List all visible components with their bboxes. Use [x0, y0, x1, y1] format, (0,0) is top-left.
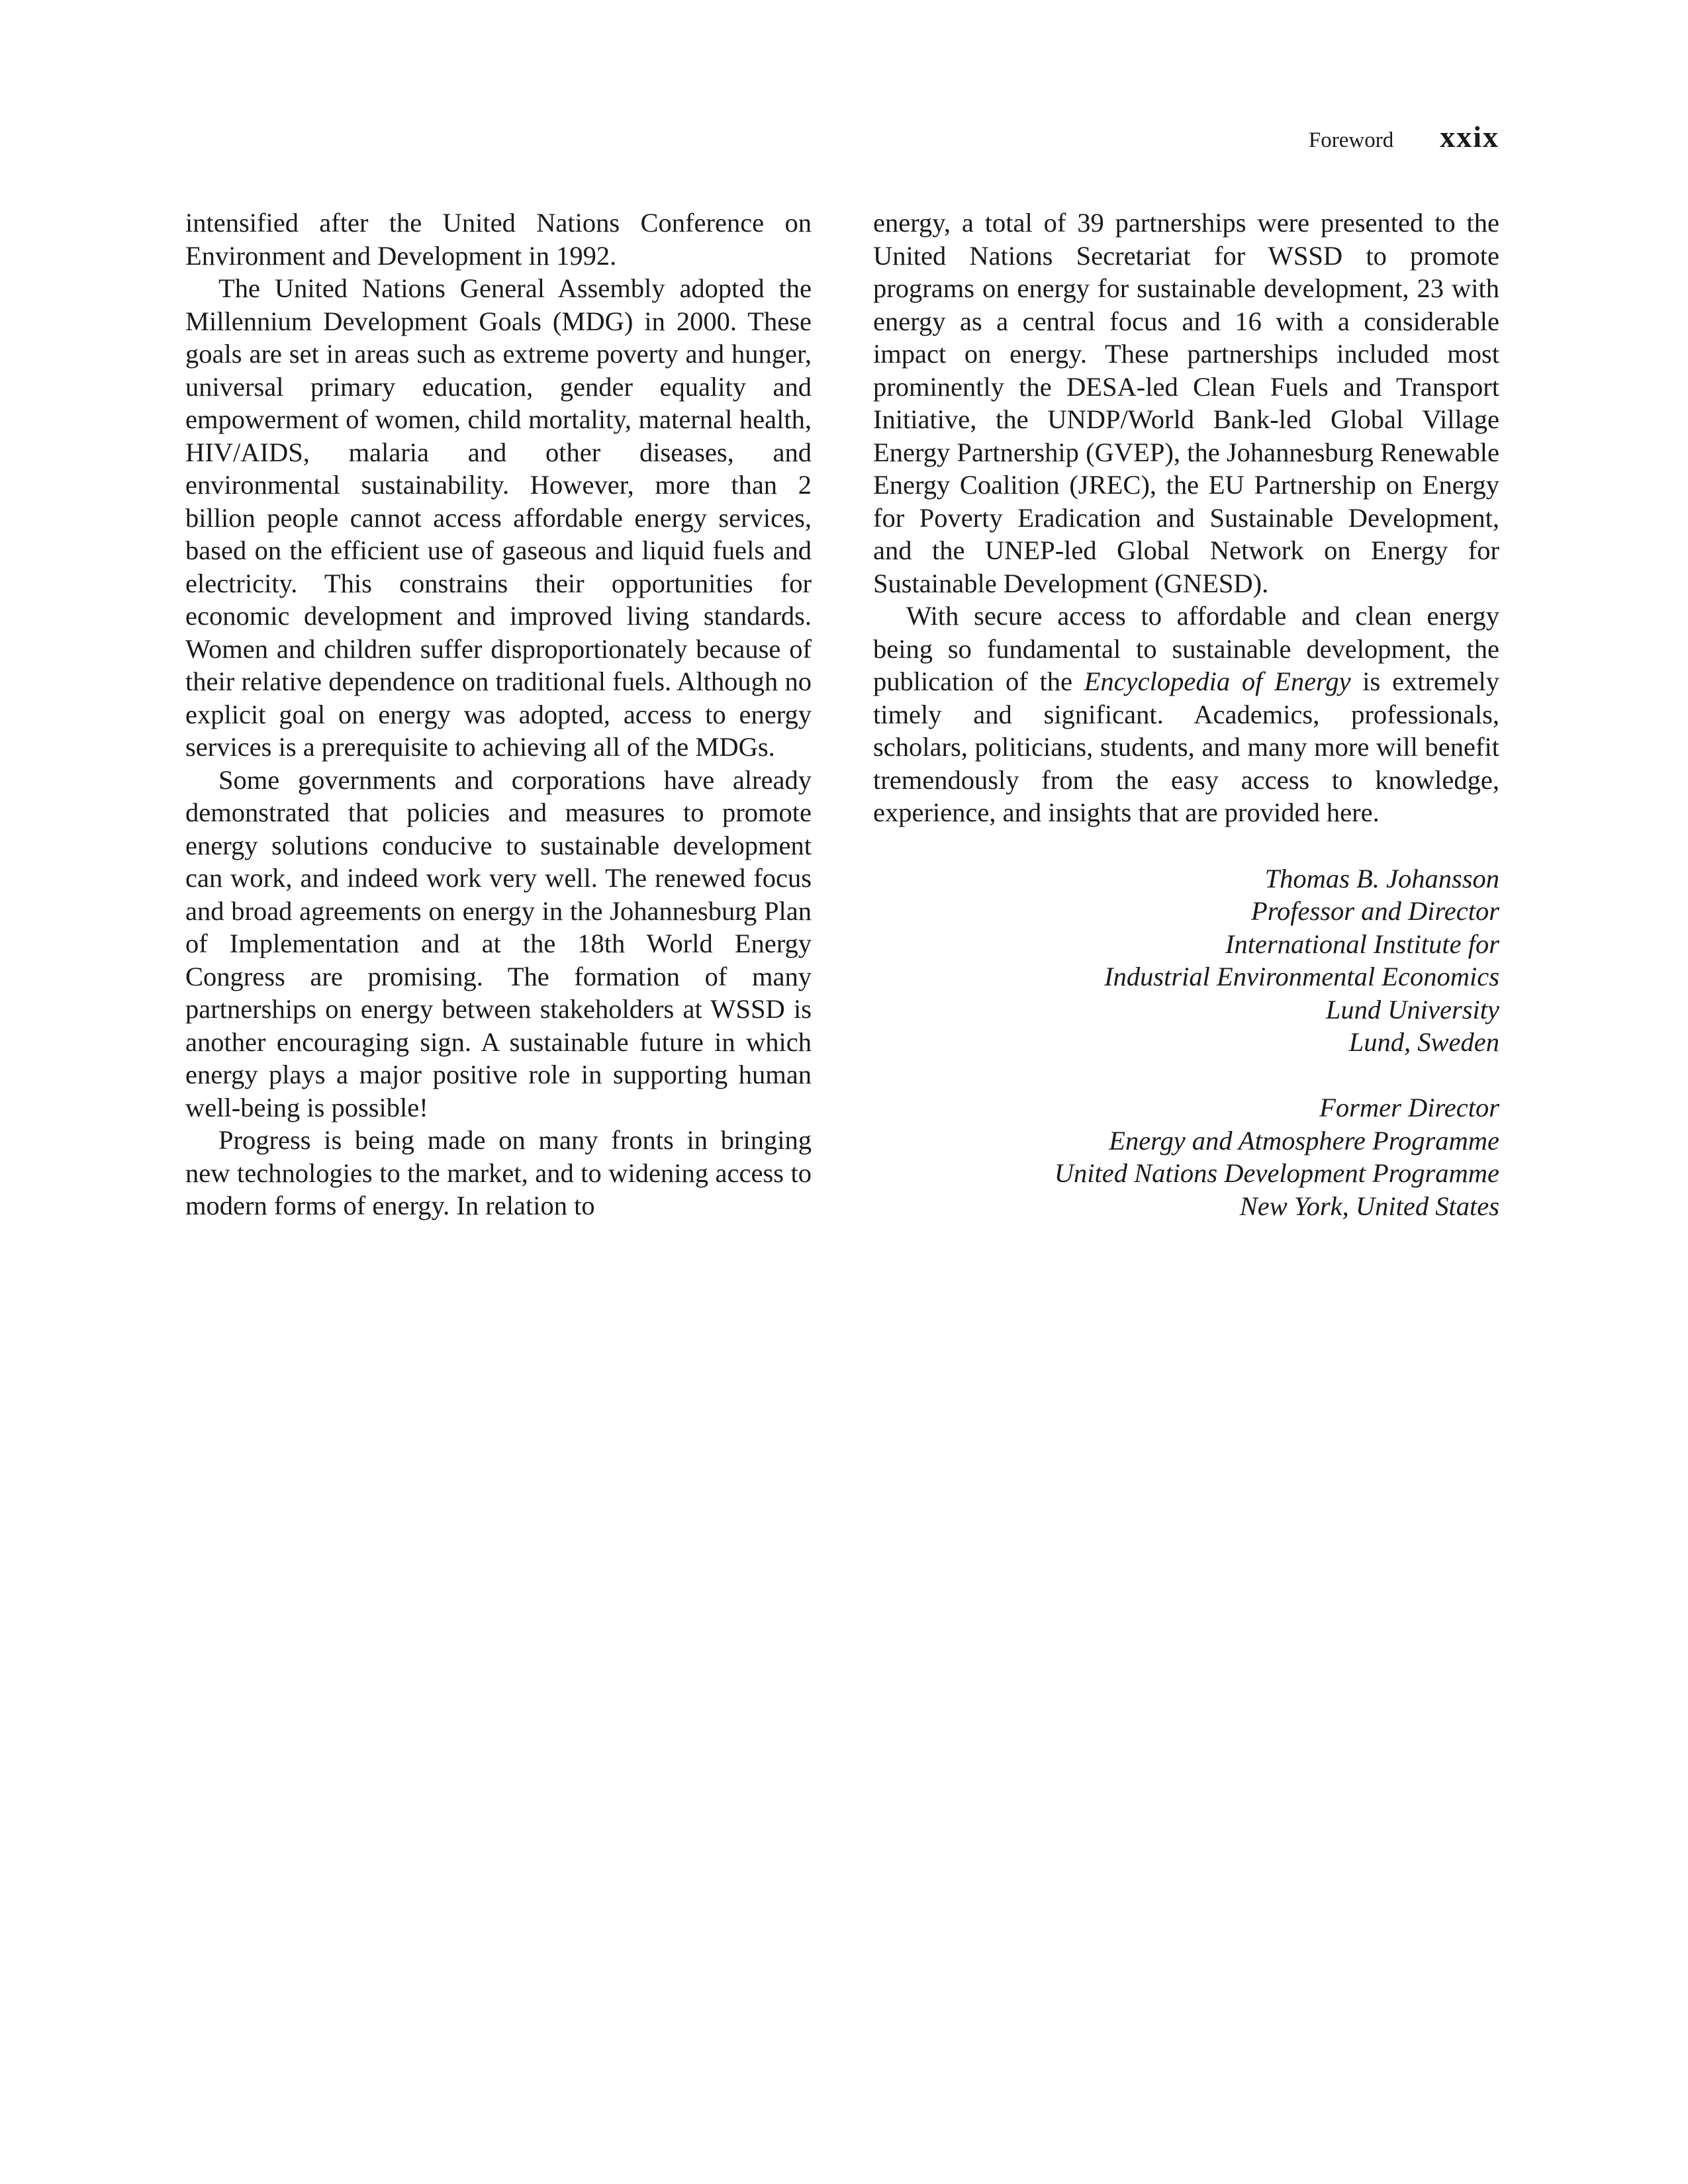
signature-gap	[873, 1059, 1499, 1092]
author-title: Professor and Director	[1251, 896, 1499, 926]
former-role: Former Director	[1319, 1093, 1499, 1122]
page-number: xxix	[1440, 120, 1499, 154]
signature-block	[873, 862, 1499, 1223]
author-location: Lund, Sweden	[1348, 1027, 1499, 1057]
former-programme: Energy and Atmosphere Programme	[1109, 1125, 1499, 1156]
paragraph-mdg: The United Nations General Assembly adopted the Millennium Development Goals (MDG) in 2000. These goals are set in areas such as extreme poverty and hunger, universal primary education, gender equality and empowerment of women, child mortality, maternal health, HIV/AIDS, malaria and other diseases, and environmental sustainability. However, more than 2 billion people cannot access affordable energy services, based on the efficient use of gaseous and liquid fuels and electricity. This constrains their opportunities for economic development and improved living standards. Women and children suffer disproportionately because of their relative dependence on traditional fuels. Although no explicit goal on energy was adopted, access to energy services is a prerequisite to achieving all of the MDGs.	[185, 273, 812, 762]
author-institute-line2: Industrial Environmental Economics	[1104, 962, 1499, 991]
author-university: Lund University	[1325, 994, 1499, 1024]
paragraph-policies: Some governments and corporations have already demonstrated that policies and measures to promote energy solutions conducive to sustainable development can work, and indeed work very well. The renewed focus and broad agreements on energy in the Johannesburg Plan of Implementation and at the 18th World Energy Congress are promising. The formation of many partnerships on energy between stakeholders at WSSD is another encouraging sign. A sustainable future in which energy plays a major positive role in supporting human well-being is possible!	[185, 764, 812, 1122]
paragraph-partnerships: energy, a total of 39 partnerships were presented to the United Nations Secretariat for WSSD to promote programs on energy for sustainable development, 23 with energy as a central focus and 16 with a considerable impact on energy. These partnerships included most prominently the DESA-led Clean Fuels and Transport Initiative, the UNDP/World Bank-led Global Village Energy Partnership (GVEP), the Johannesburg Renewable Energy Coalition (JREC), the EU Partnership on Energy for Poverty Eradication and Sustainable Development, and the UNEP-led Global Network on Energy for Sustainable Development (GNESD).	[873, 208, 1499, 598]
paragraph-encyclopedia-text-a: With secure access to affordable and clean energy being so fundamental to sustainable development, the publication of the	[873, 601, 1499, 696]
former-organization: United Nations Development Programme	[1054, 1158, 1499, 1188]
left-column	[185, 206, 812, 1222]
running-head	[1309, 119, 1499, 154]
right-column	[873, 206, 1499, 1222]
paragraph-progress: Progress is being made on many fronts in bringing new technologies to the market, and to widening access to modern forms of energy. In relation to	[185, 1125, 812, 1220]
running-head-section: Foreword	[1308, 128, 1394, 152]
paragraph-encyclopedia-text-b: is extremely timely and significant. Academics, professionals, scholars, politicians, students, and many more will benefit tremendously from the easy access to knowledge, experience, and insights that are provided here.	[873, 666, 1499, 827]
former-location: New York, United States	[1239, 1191, 1499, 1221]
paragraph-continuation: intensified after the United Nations Conference on Environment and Development in 1992.	[185, 208, 812, 271]
book-title: Encyclopedia of Energy	[1084, 666, 1351, 696]
paragraph-encyclopedia	[873, 600, 1499, 829]
author-name: Thomas B. Johansson	[1264, 863, 1499, 893]
author-institute-line1: International Institute for	[1225, 929, 1499, 959]
